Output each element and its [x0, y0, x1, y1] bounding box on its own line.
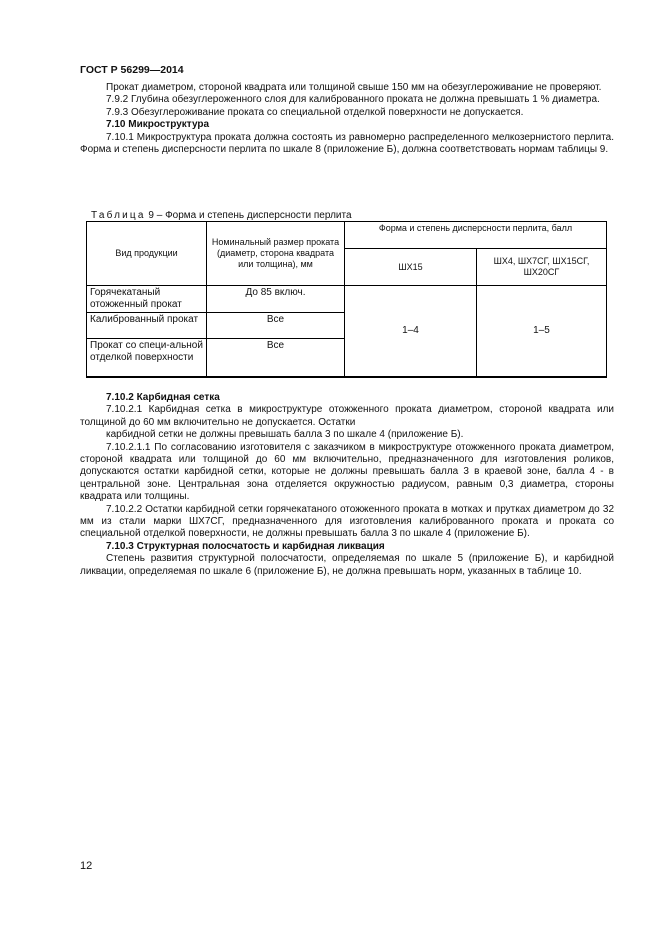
cell-shx15-value: 1–4	[345, 286, 477, 377]
header-nominal-size: Номинальный размер проката (диаметр, сторона квадрата или толщина), мм	[207, 222, 345, 286]
table-row	[87, 286, 607, 313]
paragraph-7-9-3: 7.9.3 Обезуглероживание проката со специальной отделкой поверхности не допускается.	[106, 106, 524, 118]
paragraph-7-9-2: 7.9.2 Глубина обезуглероженного слоя для калиброванного проката не должна превышать 1 % диаметра.	[106, 94, 600, 106]
table-caption-word: Таблица	[91, 210, 146, 221]
heading-7-10-2: 7.10.2 Карбидная сетка	[106, 392, 220, 403]
paragraph-7-10-2-2: 7.10.2.2 Остатки карбидной сетки горячекатаного отожженного проката в мотках и прутках диаметром до 32 мм из стали марки ШХ7СГ, предназначенного для изготовления калиброванного проката и проката со специальной отделкой поверхности, не должны превышать балла 3 по шкале 4 (приложение Б).	[80, 503, 614, 540]
table-caption	[91, 210, 352, 221]
cell-size: До 85 включ.	[207, 286, 345, 313]
cell-size: Все	[207, 339, 345, 377]
cell-product: Прокат со специ-альной отделкой поверхности	[87, 339, 207, 377]
text-block-top	[80, 82, 614, 156]
header-shx-other: ШХ4, ШХ7СГ, ШХ15СГ, ШХ20СГ	[477, 249, 607, 286]
cell-product: Горячекатаный отожженный прокат	[87, 286, 207, 313]
cell-size: Все	[207, 313, 345, 339]
header-pearlite-group: Форма и степень дисперсности перлита, балл	[345, 222, 607, 249]
heading-7-10: 7.10 Микроструктура	[106, 119, 210, 131]
document-header: ГОСТ Р 56299—2014	[80, 64, 184, 76]
paragraph-7-10-2-1-cont: карбидной сетки не должны превышать балла 3 по шкале 4 (приложение Б).	[106, 429, 464, 441]
text-block-bottom	[80, 392, 614, 578]
paragraph-decarb-limit: Прокат диаметром, стороной квадрата или толщиной свыше 150 мм на обезуглероживание не проверяют.	[106, 82, 602, 93]
paragraph-7-10-2-1-1: 7.10.2.1.1 По согласованию изготовителя с заказчиком в микроструктуре отожженного проката диаметром, стороной квадрата или толщиной до 60 мм включительно, предназначенного для изготовления роликов, допускаются остатки карбидной сетки, которые не должны превышать балла 3 в краевой зоне, балла 4 - в центральной зоне. Центральная зона отделяется окружностью радиусом, равным 0,3 диаметра, стороны квадрата или толщины.	[80, 441, 614, 503]
paragraph-7-10-1: 7.10.1 Микроструктура проката должна состоять из равномерно распределенного мелкозернистого перлита. Форма и степень дисперсности перлита по шкале 8 (приложение Б), должна соответствовать нормам таблицы 9.	[80, 131, 614, 156]
cell-product: Калиброванный прокат	[87, 313, 207, 339]
heading-7-10-3: 7.10.3 Структурная полосчатость и карбидная ликвация	[106, 540, 385, 552]
page-number: 12	[80, 860, 93, 872]
header-product-type: Вид продукции	[87, 222, 207, 286]
table-9	[86, 221, 607, 378]
header-shx15: ШХ15	[345, 249, 477, 286]
cell-other-value: 1–5	[477, 286, 607, 377]
table-caption-text: 9 – Форма и степень дисперсности перлита	[145, 210, 352, 221]
paragraph-7-10-3: Степень развития структурной полосчатости, определяемая по шкале 5 (приложение Б), и карбидной ликвации, определяемая по шкале 6 (приложение Б), не должна превышать норм, указанных в таблице 10.	[80, 553, 614, 577]
paragraph-7-10-2-1: 7.10.2.1 Карбидная сетка в микроструктуре отожженного проката диаметром, стороной квадрата или толщиной до 60 мм включительно не допускается. Остатки	[80, 404, 614, 428]
